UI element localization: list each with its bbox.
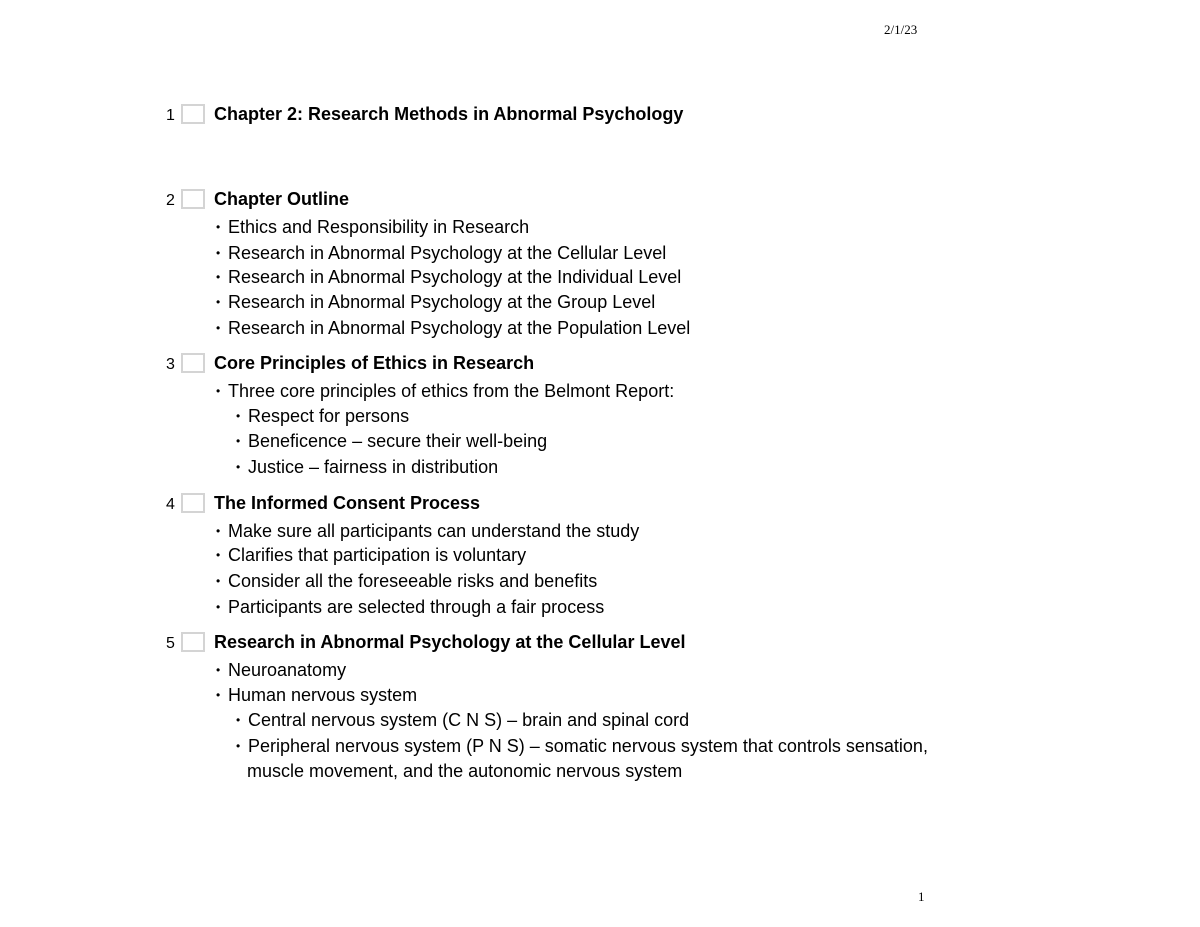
list-item-text: Central nervous system (C N S) – brain and spinal cord: [248, 710, 690, 730]
list-item: [236, 456, 498, 478]
bullet-icon: •: [216, 384, 221, 398]
bullet-icon: •: [216, 548, 221, 562]
list-item-text: Consider all the foreseeable risks and benefits: [228, 571, 598, 591]
list-item: [236, 735, 928, 757]
list-item-text: Make sure all participants can understand the study: [228, 521, 640, 541]
list-item: [236, 405, 409, 427]
slide-title: Core Principles of Ethics in Research: [214, 353, 535, 373]
slide-title: Research in Abnormal Psychology at the Cellular Level: [214, 632, 686, 652]
slide-number: 4: [166, 496, 175, 513]
list-item: [216, 291, 655, 313]
header-date: 2/1/23: [884, 22, 918, 37]
slide-thumbnail-box: [181, 493, 205, 513]
page-number: 1: [918, 889, 925, 904]
list-item-text: Human nervous system: [228, 685, 418, 705]
bullet-icon: •: [216, 600, 221, 614]
bullet-icon: •: [236, 739, 241, 753]
bullet-icon: •: [216, 220, 221, 234]
list-item: [216, 266, 681, 288]
bullet-icon: •: [216, 574, 221, 588]
list-item: [216, 570, 597, 592]
list-item-text: Clarifies that participation is voluntary: [228, 545, 527, 565]
slide-number: 5: [166, 635, 175, 652]
list-item-text: Research in Abnormal Psychology at the Individual Level: [228, 267, 682, 287]
list-item-text: Participants are selected through a fair process: [228, 597, 605, 617]
list-item: [216, 596, 604, 618]
bullet-icon: •: [216, 663, 221, 677]
list-item: [236, 430, 547, 452]
list-item: [216, 684, 417, 706]
list-item-continuation: muscle movement, and the autonomic nervous system: [247, 761, 683, 781]
slide-number: 2: [166, 192, 175, 209]
list-item: [236, 709, 689, 731]
bullet-icon: •: [236, 713, 241, 727]
list-item: [216, 659, 346, 681]
slide-thumbnail-box: [181, 189, 205, 209]
slide-title: The Informed Consent Process: [214, 493, 481, 513]
slide-number: 1: [166, 107, 175, 124]
bullet-icon: •: [236, 434, 241, 448]
bullet-icon: •: [216, 524, 221, 538]
slide-title: Chapter 2: Research Methods in Abnormal Psychology: [214, 104, 684, 124]
list-item-text: Research in Abnormal Psychology at the Cellular Level: [228, 243, 667, 263]
bullet-icon: •: [236, 460, 241, 474]
list-item: [216, 317, 690, 339]
bullet-icon: •: [216, 246, 221, 260]
list-item-text: Beneficence – secure their well-being: [248, 431, 548, 451]
list-item: [216, 520, 639, 542]
list-item-text: Ethics and Responsibility in Research: [228, 217, 530, 237]
slide-thumbnail-box: [181, 632, 205, 652]
slide-title: Chapter Outline: [214, 189, 350, 209]
list-item-text: Justice – fairness in distribution: [248, 457, 499, 477]
list-item-text: Peripheral nervous system (P N S) – somatic nervous system that controls sensation,: [248, 736, 928, 756]
bullet-icon: •: [236, 409, 241, 423]
slide-number: 3: [166, 356, 175, 373]
list-item: [216, 380, 674, 402]
bullet-icon: •: [216, 321, 221, 335]
list-item-text: Three core principles of ethics from the Belmont Report:: [228, 381, 675, 401]
list-item: [216, 544, 526, 566]
list-item-text: Research in Abnormal Psychology at the Population Level: [228, 318, 691, 338]
slide-thumbnail-box: [181, 104, 205, 124]
bullet-icon: •: [216, 270, 221, 284]
slide-thumbnail-box: [181, 353, 205, 373]
list-item-text: Neuroanatomy: [228, 660, 347, 680]
list-item-text: Respect for persons: [248, 406, 410, 426]
bullet-icon: •: [216, 688, 221, 702]
list-item-text: Research in Abnormal Psychology at the Group Level: [228, 292, 656, 312]
list-item: [216, 216, 529, 238]
bullet-icon: •: [216, 295, 221, 309]
list-item: [216, 242, 666, 264]
